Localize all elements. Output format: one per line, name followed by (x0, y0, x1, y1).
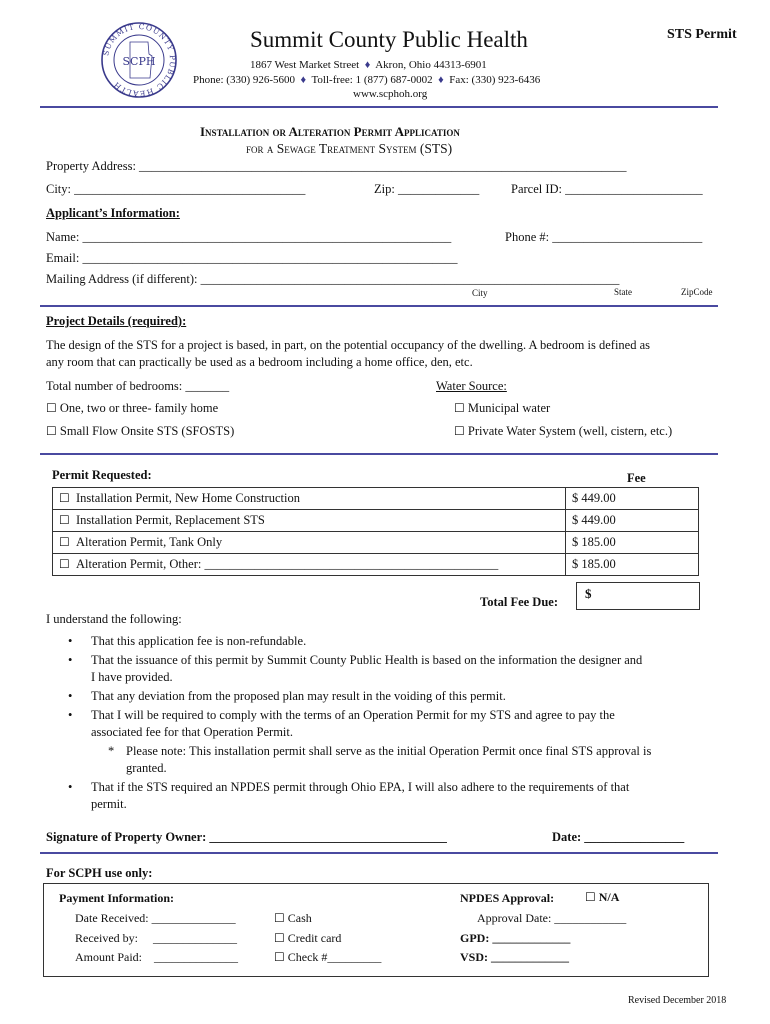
permit-label: Alteration Permit, Other: _______________________________________________ (76, 557, 499, 571)
address-city: Akron, Ohio 44313-6901 (375, 59, 487, 71)
permit-fee: $ 185.00 (566, 554, 699, 576)
terms-intro: I understand the following: (46, 612, 182, 626)
vsd-field[interactable]: VSD: _____________ (460, 950, 570, 964)
permit-label: Installation Permit, Replacement STS (76, 513, 265, 527)
mailing-city-caption: City (472, 288, 488, 298)
phone-field[interactable]: Phone #: ________________________ (505, 230, 703, 244)
permit-fee: $ 185.00 (566, 532, 699, 554)
bullet-icon: • (68, 689, 73, 703)
form-title: Installation or Alteration Permit Application (200, 124, 460, 139)
signature-divider (40, 852, 718, 854)
phone-text: Phone: (330) 926-5600 (193, 74, 296, 86)
name-field[interactable]: Name: ___________________________________________________________ (46, 230, 452, 244)
parcel-id-field[interactable]: Parcel ID: ______________________ (511, 182, 703, 196)
diamond-icon: ♦ (364, 59, 371, 71)
option-na[interactable]: ☐ N/A (585, 890, 620, 904)
option-label: Municipal water (467, 401, 551, 415)
org-name: Summit County Public Health (250, 27, 528, 52)
list-item: * Please note: This installation permit shall serve as the initial Operation Permit once final STS approval is granted. (108, 744, 652, 775)
org-contacts (193, 74, 540, 86)
bullet-icon: • (68, 634, 73, 648)
website-link[interactable]: www.scphoh.org (353, 88, 428, 100)
project-description-1: The design of the STS for a project is based, in part, on the potential occupancy of the dwelling. A bedroom is defined as (46, 338, 651, 352)
project-divider (40, 453, 718, 455)
sts-permit-badge: STS Permit (667, 27, 737, 42)
option-check[interactable]: ☐ Check #_________ (274, 950, 382, 964)
applicant-heading: Applicant’s Information: (46, 206, 180, 220)
scph-logo (100, 20, 178, 100)
email-field[interactable]: Email: ____________________________________________________________ (46, 251, 458, 265)
checkbox-icon[interactable]: ☐ (454, 401, 465, 415)
revised-date: Revised December 2018 (628, 995, 727, 1006)
option-cash[interactable]: ☐ Cash (274, 911, 312, 925)
logo-graphic (100, 20, 178, 100)
date-received-field[interactable]: Date Received: ______________ (75, 911, 236, 925)
water-source-heading: Water Source: (436, 379, 507, 393)
checkbox-icon[interactable]: ☐ (274, 931, 285, 945)
checkbox-icon[interactable]: ☐ (274, 911, 285, 925)
permit-fee: $ 449.00 (566, 510, 699, 532)
permit-label: Alteration Permit, Tank Only (76, 535, 223, 549)
permit-label: Installation Permit, New Home Construction (76, 491, 300, 505)
payment-heading: Payment Information: (59, 891, 174, 905)
bedrooms-field[interactable]: Total number of bedrooms: _______ (46, 379, 230, 393)
form-subtitle: for a Sewage Treatment System (STS) (246, 141, 453, 156)
signature-date-field[interactable]: Date: ________________ (552, 830, 685, 844)
list-item: • That this application fee is non-refundable. (68, 634, 307, 648)
checkbox-icon[interactable]: ☐ (59, 491, 70, 505)
office-use-heading: For SCPH use only: (46, 866, 153, 880)
city-field[interactable]: City: _____________________________________ (46, 182, 306, 196)
property-address-field[interactable]: Property Address: ______________________________________________________________________________ (46, 159, 627, 173)
project-description-2: any room that can practically be used as a bedroom including a home office, den, etc. (46, 355, 473, 369)
checkbox-icon[interactable]: ☐ (274, 950, 285, 964)
checkbox-icon[interactable]: ☐ (454, 424, 465, 438)
list-item: • That the issuance of this permit by Summit County Public Health is based on the information the designer and I have provided. (68, 653, 643, 684)
option-family-home[interactable] (46, 401, 218, 416)
table-row[interactable] (53, 488, 699, 510)
list-item: • That any deviation from the proposed plan may result in the voiding of this permit. (68, 689, 506, 703)
table-row[interactable] (53, 554, 699, 576)
option-sfosts[interactable] (46, 424, 234, 439)
project-heading: Project Details (required): (46, 314, 187, 328)
received-by-field[interactable]: Received by: ______________ (75, 931, 237, 945)
address-street: 1867 West Market Street (250, 59, 360, 71)
diamond-icon: ♦ (438, 74, 444, 86)
amount-paid-field[interactable]: Amount Paid: ______________ (75, 950, 239, 964)
checkbox-icon[interactable]: ☐ (585, 890, 596, 904)
checkbox-icon[interactable]: ☐ (59, 513, 70, 527)
terms-list (46, 633, 746, 815)
checkbox-icon[interactable]: ☐ (46, 401, 57, 415)
permit-table (52, 487, 699, 576)
mailing-state-caption: State (614, 287, 632, 297)
org-address (250, 59, 487, 71)
total-fee-label: Total Fee Due: (480, 595, 558, 609)
option-label: One, two or three- family home (59, 401, 219, 415)
zip-field[interactable]: Zip: _____________ (374, 182, 480, 196)
tollfree-text: Toll-free: 1 (877) 687-0002 (311, 74, 433, 86)
mailing-zip-caption: ZipCode (681, 287, 713, 297)
logo-ring-text: SUMMIT COUNTY PUBLIC HEALTH (101, 21, 178, 99)
gpd-field[interactable]: GPD: _____________ (460, 931, 571, 945)
logo-center-text: SCPH (122, 55, 156, 68)
list-item: • That if the STS required an NPDES permit through Ohio EPA, I will also adhere to the requirements of that permit. (68, 780, 630, 811)
approval-date-field[interactable]: Approval Date: ____________ (477, 911, 627, 925)
option-private-water[interactable] (454, 424, 672, 439)
npdes-approval-label: NPDES Approval: (460, 891, 555, 905)
fax-text: Fax: (330) 923-6436 (449, 74, 541, 86)
checkbox-icon[interactable]: ☐ (46, 424, 57, 438)
checkbox-icon[interactable]: ☐ (59, 557, 70, 571)
option-municipal-water[interactable] (454, 401, 550, 416)
mailing-address-field[interactable]: Mailing Address (if different): ___________________________________________________________________ (46, 272, 620, 286)
checkbox-icon[interactable]: ☐ (59, 535, 70, 549)
applicant-divider (40, 305, 718, 307)
option-label: Private Water System (well, cistern, etc.) (467, 424, 673, 438)
bullet-icon: • (68, 708, 73, 722)
bullet-icon: • (68, 653, 73, 667)
list-item: • That I will be required to comply with the terms of an Operation Permit for my STS and agree to pay the associated fee for that Operation Permit. (68, 708, 615, 739)
table-row[interactable] (53, 510, 699, 532)
fee-heading: Fee (627, 471, 646, 485)
table-row[interactable] (53, 532, 699, 554)
diamond-icon: ♦ (300, 74, 307, 86)
permit-fee: $ 449.00 (566, 488, 699, 510)
total-fee-box[interactable] (576, 582, 700, 610)
bullet-icon: • (68, 780, 73, 794)
option-credit-card[interactable]: ☐ Credit card (274, 931, 342, 945)
asterisk-icon: * (108, 744, 115, 758)
option-label: Small Flow Onsite STS (SFOSTS) (59, 424, 235, 438)
permit-requested-heading: Permit Requested: (52, 468, 152, 482)
owner-signature-field[interactable]: Signature of Property Owner: ______________________________________ (46, 830, 447, 844)
total-fee-value: $ (585, 586, 592, 601)
header-divider (40, 106, 718, 108)
